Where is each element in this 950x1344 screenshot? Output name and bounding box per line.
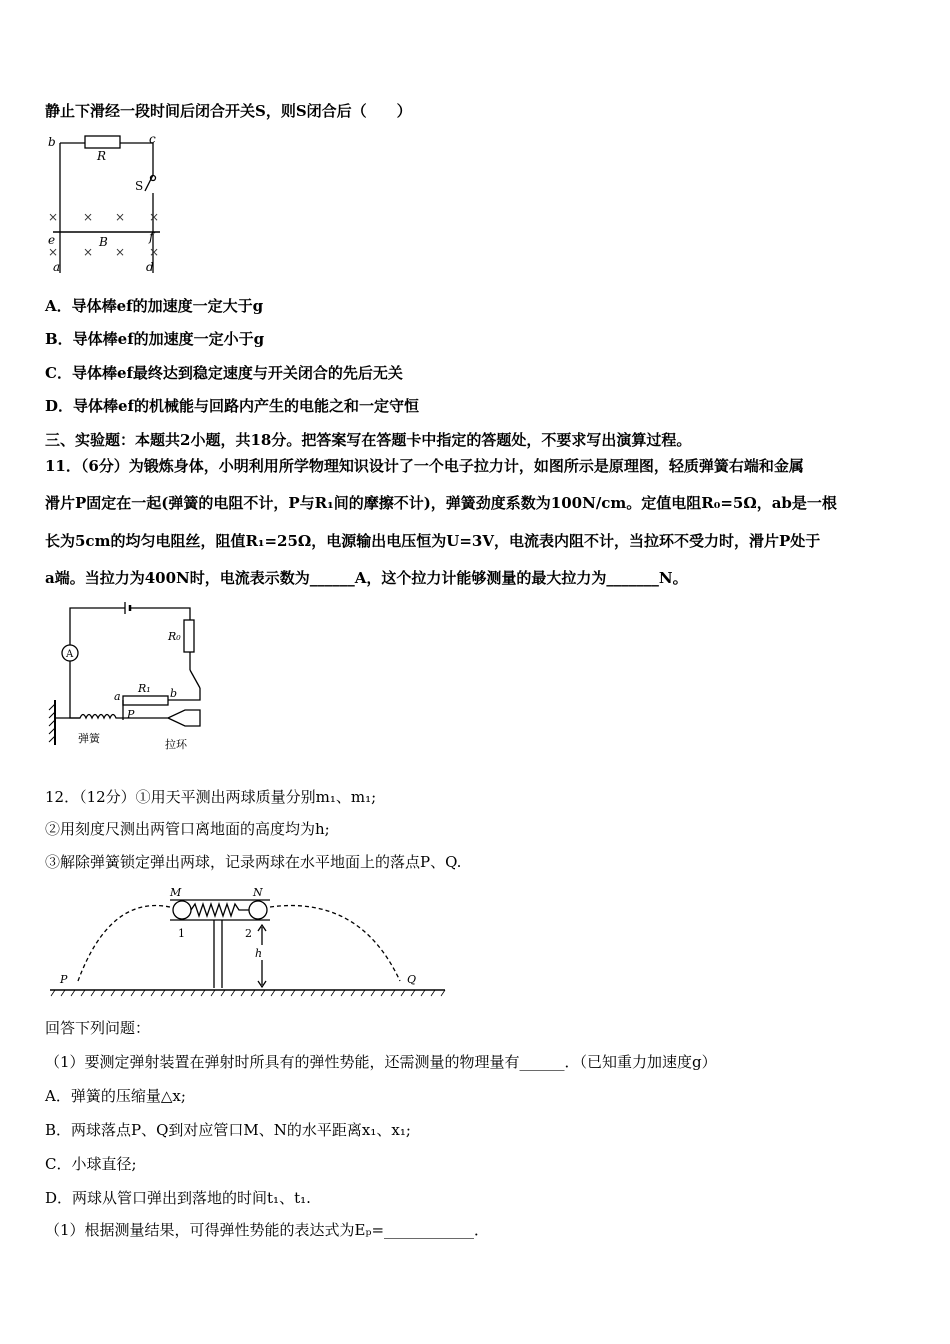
q12-line-3: ③解除弹簧锁定弹出两球，记录两球在水平地面上的落点P、Q. [45,853,462,871]
svg-text:×: × [149,210,160,224]
label-R: R [97,149,107,163]
ammeter-label: A [66,649,74,660]
svg-text:×: × [115,210,126,224]
label-f: f [149,230,154,244]
label-h: h [255,947,263,960]
label-b: b [48,135,56,149]
q12-option-d: D．两球从管口弹出到落地的时间t₁、t₁. [45,1189,311,1207]
svg-text:×: × [48,245,59,259]
q12-launcher-figure [50,885,450,1000]
label-2: 2 [245,927,252,940]
q12-sub1: （1）要测定弹射装置在弹射时所具有的弹性势能，还需测量的物理量有______．（已知重力加速度g） [45,1053,717,1071]
label-d: d [146,260,154,274]
label-1: 1 [178,927,185,940]
q11-line-2: 滑片P固定在一起(弹簧的电阻不计，P与R₁间的摩擦不计)，弹簧劲度系数为100N/cm。定值电阻R₀=5Ω，ab是一根 [45,494,837,512]
q12-option-c: C．小球直径; [45,1155,137,1173]
q11-line-3: 长为5cm的均匀电阻丝，阻值R₁=25Ω，电源输出电压恒为U=3V，电流表内阻不计，当拉环不受力时，滑片P处于 [45,532,821,550]
label-e: e [48,233,56,247]
label-R1: R₁ [138,682,151,695]
q11-circuit-figure [40,600,215,760]
svg-text:×: × [83,210,94,224]
svg-text:×: × [48,210,59,224]
q12-line-2: ②用刻度尺测出两管口离地面的高度均为h; [45,820,330,838]
label-M: M [170,886,182,899]
label-P: P [127,708,135,721]
label-Q: Q [407,973,417,986]
label-S: S [135,179,144,193]
q10-circuit-figure [45,133,170,278]
label-a: a [53,260,61,274]
q11-line-4: a端。当拉力为400N时，电流表示数为______A，这个拉力计能够测量的最大拉力为_______N。 [45,569,688,587]
label-c: c [149,132,156,146]
q12-option-a: A．弹簧的压缩量△x; [45,1087,186,1105]
q12-line-1: 12．（12分）①用天平测出两球质量分别m₁、m₁; [45,788,377,806]
label-spring: 弹簧 [78,732,100,745]
q10-option-d: D．导体棒ef的机械能与回路内产生的电能之和一定守恒 [45,397,420,415]
q10-option-c: C．导体棒ef最终达到稳定速度与开关闭合的先后无关 [45,364,403,382]
svg-text:×: × [83,245,94,259]
label-B: B [99,235,108,249]
q10-stem: 静止下滑经一段时间后闭合开关S，则S闭合后（ ） [45,102,412,120]
svg-text:×: × [115,245,126,259]
label-a: a [114,690,121,703]
q12-sub2: （1）根据测量结果，可得弹性势能的表达式为Eₚ=____________． [45,1221,490,1239]
q10-option-a: A．导体棒ef的加速度一定大于g [45,297,264,315]
answer-prompt: 回答下列问题： [45,1019,151,1037]
q11-line-1: 11．（6分）为锻炼身体，小明利用所学物理知识设计了一个电子拉力计，如图所示是原理图，轻质弹簧右端和金属 [45,457,804,475]
section-3-heading: 三、实验题：本题共2小题，共18分。把答案写在答题卡中指定的答题处，不要求写出演算过程。 [45,431,692,449]
label-N: N [253,886,263,899]
q12-option-b: B．两球落点P、Q到对应管口M、N的水平距离x₁、x₁; [45,1121,411,1139]
label-ring: 拉环 [165,738,187,751]
q10-option-b: B．导体棒ef的加速度一定小于g [45,330,265,348]
label-P: P [60,973,68,986]
label-R0: R₀ [168,630,181,643]
label-b: b [170,687,178,700]
svg-text:×: × [149,245,160,259]
